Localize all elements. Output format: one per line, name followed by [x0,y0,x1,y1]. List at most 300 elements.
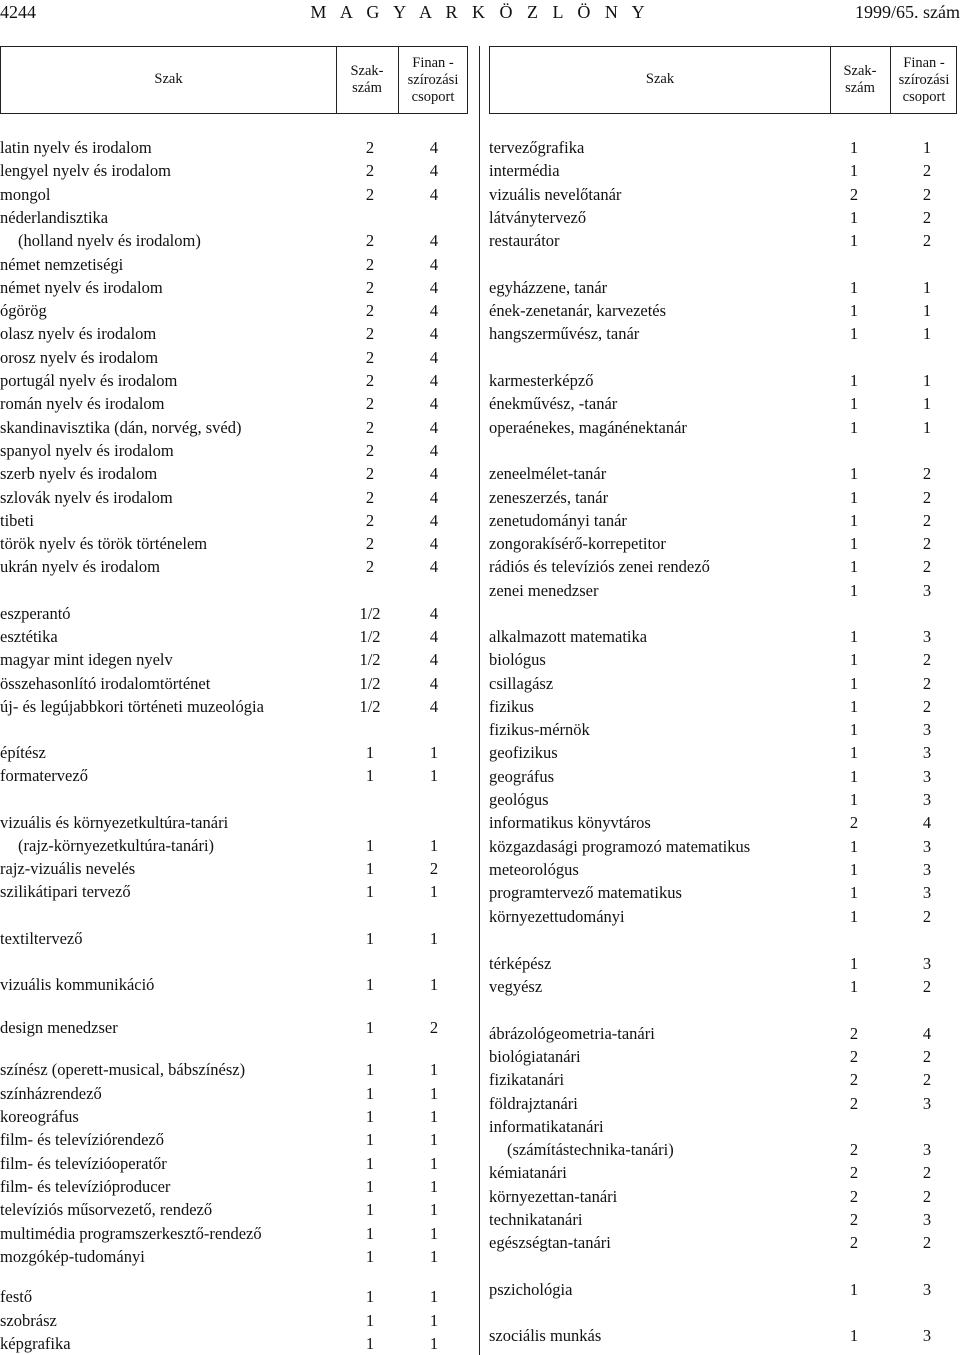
table-row [489,952,957,975]
szakszam-value: 1 [849,766,859,786]
finanszirozasi-csoport-value: 4 [429,231,439,251]
finanszirozasi-csoport-value: 4 [429,254,439,274]
szak-name: koreográfus [0,1107,79,1126]
table-row [489,741,957,764]
table-row [489,486,957,509]
szak-name: orosz nyelv és irodalom [0,347,159,367]
table-row [0,136,468,159]
finanszirozasi-csoport-value: 4 [429,673,439,693]
finanszirozasi-csoport-value: 2 [922,1233,932,1253]
table-row [489,1231,957,1254]
finanszirozasi-csoport-value: 1 [429,1083,439,1103]
szakszam-value: 1 [849,673,859,693]
finanszirozasi-csoport-value: 1 [922,371,932,390]
szak-name: film- és televíziórendező [0,1130,165,1150]
szakszam-value: 2 [365,347,375,367]
szakszam-value: 1/2 [359,650,381,670]
finanszirozasi-csoport-value: 4 [429,277,439,297]
szak-name: szlovák nyelv és irodalom [0,487,173,507]
szakszam-value: 1 [849,510,859,530]
szakszam-value: 2 [365,510,375,530]
szak-name: román nyelv és irodalom [0,394,165,414]
finanszirozasi-csoport-value: 3 [922,626,932,646]
finanszirozasi-csoport-value: 1 [429,1246,439,1266]
finanszirozasi-csoport-value: 1 [429,1153,439,1173]
finanszirozasi-csoport-value: 3 [922,1093,932,1113]
table-row [489,811,957,834]
szakszam-value: 1 [849,626,859,646]
finanszirozasi-csoport-value: 1 [922,277,932,297]
table-row [0,973,468,996]
table-row [0,206,468,229]
finanszirozasi-csoport-value: 3 [922,743,932,763]
szak-name: vizuális és környezetkultúra-tanári [0,812,229,832]
szak-name: zeneelmélet-tanár [489,464,607,484]
szakszam-value: 2 [365,417,375,437]
szak-name: énekművész, -tanár [489,394,618,414]
szakszam-value: 2 [365,301,375,321]
table-row [0,462,468,485]
left-column [0,46,468,1353]
table-row [0,1332,468,1355]
szakszam-value: 2 [365,277,375,297]
szak-name: rádiós és televíziós zenei rendező [489,557,710,577]
szak-name: latin nyelv és irodalom [0,138,152,157]
table-row [0,322,468,345]
finanszirozasi-csoport-value: 4 [429,371,439,390]
szak-name: zenei menedzser [489,580,599,600]
table-row [489,322,957,345]
table-row [489,1068,957,1091]
szakszam-value: 1 [849,557,859,577]
szak-name: multimédia programszerkesztő-rendező [0,1223,262,1243]
szak-name: film- és televízióoperatőr [0,1153,167,1173]
table-row [489,788,957,811]
szakszam-value: 2 [849,1046,859,1066]
table-row [489,905,957,928]
table-row [0,1058,468,1081]
finanszirozasi-csoport-value: 4 [429,301,439,321]
szakszam-value: 1 [365,1223,375,1243]
table-row [489,1092,957,1115]
szakszam-value: 1/2 [359,673,381,693]
finanszirozasi-csoport-value: 1 [922,324,932,344]
table-header [0,46,468,114]
szak-name: design menedzser [0,1017,118,1037]
table-row [489,532,957,555]
szakszam-value: 1 [365,1153,375,1173]
table-row [0,229,468,252]
finanszirozasi-csoport-value: 2 [922,696,932,716]
szakszam-value: 1 [849,906,859,926]
table-row [489,509,957,532]
finanszirozasi-csoport-value: 1 [429,1107,439,1126]
szakszam-value: 2 [849,184,859,204]
table-row [0,1245,468,1268]
szakszam-value: 2 [365,138,375,157]
szak-name: mozgókép-tudományi [0,1246,145,1266]
szak-name: ábrázológeometria-tanári [489,1023,655,1043]
szak-name: rajz-vizuális nevelés [0,859,136,879]
table-row [489,718,957,741]
szak-name: magyar mint idegen nyelv [0,650,173,670]
finanszirozasi-csoport-value: 1 [429,1310,439,1330]
szakszam-value: 1 [849,696,859,716]
finanszirozasi-csoport-value: 2 [922,1163,932,1183]
szakszam-value: 1 [849,301,859,321]
szak-name: informatikus könyvtáros [489,813,651,833]
szakszam-value: 1 [365,859,375,879]
szak-name: hangszerművész, tanár [489,324,640,344]
table-row [0,392,468,415]
szak-name: szociális munkás [489,1326,602,1346]
table-row [0,253,468,276]
finanszirozasi-csoport-value: 4 [429,534,439,554]
table-row [489,416,957,439]
szak-name: színházrendező [0,1083,102,1103]
szak-name: csillagász [489,673,554,693]
finanszirozasi-csoport-value: 1 [429,743,439,762]
szakszam-value: 1 [849,743,859,763]
page-number: 4244 [0,2,36,22]
szakszam-value: 1 [365,1130,375,1150]
szak-name: zeneszerzés, tanár [489,487,609,507]
finanszirozasi-csoport-value: 1 [429,1200,439,1220]
finanszirozasi-csoport-value: 4 [429,557,439,577]
szakszam-value: 1 [365,1310,375,1330]
szakszam-value: 1 [365,1083,375,1103]
table-row [0,1128,468,1151]
finanszirozasi-csoport-value: 3 [922,1326,932,1346]
szakszam-value: 2 [849,1210,859,1229]
szak-name: török nyelv és török történelem [0,534,208,554]
finanszirozasi-csoport-value: 4 [429,603,439,623]
szakszam-value: 2 [365,231,375,251]
table-row [0,764,468,787]
header-finanszirozasi-csoport: Finan - szírozási csoport [407,55,459,105]
szakszam-value: 1 [849,394,859,414]
szak-name: (holland nyelv és irodalom) [18,231,201,251]
table-row [0,276,468,299]
header-szakszam: Szak- szám [843,63,877,96]
finanszirozasi-csoport-value: 1 [429,766,439,786]
table-row [489,695,957,718]
table-row [489,1324,957,1347]
szak-name: (számítástechnika-tanári) [507,1140,674,1160]
szak-name: új- és legújabbkori történeti muzeológia [0,696,264,716]
running-head [0,0,960,28]
szakszam-value: 1 [365,1107,375,1126]
table-row [0,416,468,439]
finanszirozasi-csoport-value: 1 [429,1130,439,1150]
szakszam-value: 1 [849,277,859,297]
table-row [489,648,957,671]
szakszam-value: 1 [849,977,859,997]
finanszirozasi-csoport-value: 1 [429,1176,439,1196]
szak-name: olasz nyelv és irodalom [0,324,157,344]
szakszam-value: 1/2 [359,626,381,646]
szak-name: mongol [0,184,51,204]
szakszam-value: 1 [365,1246,375,1266]
szakszam-value: 2 [365,161,375,181]
szakszam-value: 1 [849,207,859,227]
szakszam-value: 1 [365,1017,375,1037]
szakszam-value: 2 [849,1140,859,1160]
table-row [489,1045,957,1068]
table-row [0,1175,468,1198]
szakszam-value: 2 [365,394,375,414]
table-row [489,1185,957,1208]
szakszam-value: 2 [365,324,375,344]
finanszirozasi-csoport-value: 3 [922,766,932,786]
szak-name: környezettudományi [489,906,625,926]
szakszam-value: 1 [849,1279,859,1299]
table-row [489,462,957,485]
szak-name: geológus [489,790,549,809]
table-row [0,695,468,718]
szakszam-value: 1 [365,882,375,902]
szak-name: összehasonlító irodalomtörténet [0,673,211,693]
finanszirozasi-csoport-value: 3 [922,580,932,600]
szakszam-value: 1 [365,1200,375,1220]
szak-name: formatervező [0,766,88,786]
szak-name: portugál nyelv és irodalom [0,371,178,390]
szak-name: esztétika [0,626,58,646]
szak-name: ukrán nyelv és irodalom [0,557,160,577]
szak-name: tervezőgrafika [489,138,585,157]
szak-name: lengyel nyelv és irodalom [0,161,171,181]
finanszirozasi-csoport-value: 2 [922,231,932,251]
szak-name: egészségtan-tanári [489,1233,611,1253]
szakszam-value: 1 [849,883,859,903]
table-row [0,299,468,322]
szakszam-value: 2 [365,440,375,460]
szakszam-value: 2 [849,1163,859,1183]
szak-name: ének-zenetanár, karvezetés [489,301,667,321]
table-row [489,299,957,322]
finanszirozasi-csoport-value: 2 [922,673,932,693]
finanszirozasi-csoport-value: 1 [429,1223,439,1243]
finanszirozasi-csoport-value: 4 [429,696,439,716]
finanszirozasi-csoport-value: 4 [429,161,439,181]
finanszirozasi-csoport-value: 2 [922,650,932,670]
finanszirozasi-csoport-value: 3 [922,720,932,740]
finanszirozasi-csoport-value: 1 [429,835,439,855]
szak-name: intermédia [489,161,560,181]
table-row [489,835,957,858]
szakszam-value: 2 [365,557,375,577]
table-row [0,183,468,206]
szakszam-value: 1 [849,371,859,390]
szak-name: képgrafika [0,1333,71,1353]
finanszirozasi-csoport-value: 3 [922,836,932,856]
szakszam-value: 2 [849,813,859,833]
szakszam-value: 2 [849,1186,859,1206]
szak-name: spanyol nyelv és irodalom [0,440,174,460]
szak-name: zongorakísérő-korrepetitor [489,534,666,554]
table-row [489,1022,957,1045]
szak-name: vizuális nevelőtanár [489,184,622,204]
header-finanszirozasi-csoport: Finan - szírozási csoport [898,55,950,105]
szakszam-value: 1 [849,954,859,974]
szak-name: televíziós műsorvezető, rendező [0,1200,213,1220]
szak-name: karmesterképző [489,371,594,390]
finanszirozasi-csoport-value: 4 [429,417,439,437]
szakszam-value: 2 [365,534,375,554]
szakszam-value: 1 [365,928,375,948]
szakszam-value: 1 [365,835,375,855]
szak-name: biológus [489,650,546,670]
table-row [489,136,957,159]
finanszirozasi-csoport-value: 3 [922,1210,932,1229]
szakszam-value: 2 [365,184,375,204]
szak-name: szobrász [0,1310,57,1330]
szakszam-value: 2 [365,464,375,484]
szakszam-value: 1 [849,231,859,251]
table-row [489,392,957,415]
finanszirozasi-csoport-value: 1 [922,138,932,157]
table-row [0,486,468,509]
table-row [0,927,468,950]
table-row [489,1138,957,1161]
szak-name: geofizikus [489,743,558,763]
szakszam-value: 1 [849,650,859,670]
table-row [0,648,468,671]
szakszam-value: 1 [365,974,375,994]
table-row [0,880,468,903]
szak-name: operaénekes, magánénektanár [489,417,687,437]
szak-name: tibeti [0,510,34,530]
szak-name: színész (operett-musical, bábszínész) [0,1060,246,1080]
header-szakszam: Szak- szám [350,63,384,96]
szakszam-value: 1 [365,1287,375,1307]
szak-name: vegyész [489,977,543,997]
finanszirozasi-csoport-value: 4 [429,510,439,530]
table-row [489,1278,957,1301]
table-row [0,1152,468,1175]
szakszam-value: 1 [849,534,859,554]
column-separator [479,46,480,1355]
table-row [489,881,957,904]
szak-name: meteorológus [489,859,579,879]
table-row [0,439,468,462]
szakszam-value: 2 [365,371,375,390]
szakszam-value: 1 [365,1333,375,1353]
szakszam-value: 1 [849,1326,859,1346]
table-header [489,46,957,114]
table-row [489,229,957,252]
szak-name: (rajz-környezetkultúra-tanári) [18,835,215,855]
szak-name: néderlandisztika [0,207,109,227]
table-row [0,1309,468,1332]
table-row [0,834,468,857]
table-row [0,811,468,834]
finanszirozasi-csoport-value: 4 [429,347,439,367]
finanszirozasi-csoport-value: 4 [429,464,439,484]
table-row [489,625,957,648]
finanszirozasi-csoport-value: 4 [429,440,439,460]
table-row [489,975,957,998]
szakszam-value: 1 [849,324,859,344]
finanszirozasi-csoport-value: 2 [922,1186,932,1206]
table-row [489,159,957,182]
table-row [489,1208,957,1231]
table-row [0,1198,468,1221]
szakszam-value: 1 [849,836,859,856]
header-szak: Szak [645,71,675,87]
finanszirozasi-csoport-value: 2 [922,207,932,227]
table-row [0,741,468,764]
szak-name: német nemzetiségi [0,254,124,274]
table-row [0,625,468,648]
szak-name: kémiatanári [489,1163,567,1183]
finanszirozasi-csoport-value: 3 [922,790,932,809]
finanszirozasi-csoport-value: 1 [922,301,932,321]
szak-name: alkalmazott matematika [489,626,648,646]
finanszirozasi-csoport-value: 1 [429,882,439,902]
table-row [0,1285,468,1308]
table-row [489,555,957,578]
szak-name: textiltervező [0,928,83,948]
journal-title: M A G Y A R K Ö Z L Ö N Y [310,2,650,22]
right-column [489,46,957,1346]
finanszirozasi-csoport-value: 4 [429,626,439,646]
table-row [0,857,468,880]
szakszam-value: 2 [849,1023,859,1043]
szakszam-value: 1/2 [359,603,381,623]
finanszirozasi-csoport-value: 1 [922,394,932,414]
szak-name: földrajztanári [489,1093,578,1113]
szak-name: film- és televízióproducer [0,1176,171,1196]
szak-name: építész [0,743,46,762]
finanszirozasi-csoport-value: 4 [922,1023,932,1043]
szakszam-value: 1 [849,487,859,507]
szakszam-value: 2 [849,1093,859,1113]
issue-number: 1999/65. szám [855,2,960,22]
finanszirozasi-csoport-value: 2 [922,557,932,577]
szakszam-value: 1 [849,417,859,437]
szak-name: térképész [489,954,552,974]
szakszam-value: 1 [849,464,859,484]
table-row [489,276,957,299]
table-row [0,1016,468,1039]
szak-name: szerb nyelv és irodalom [0,464,158,484]
finanszirozasi-csoport-value: 4 [429,487,439,507]
szakszam-value: 1 [849,161,859,181]
finanszirozasi-csoport-value: 2 [429,1017,439,1037]
table-row [0,346,468,369]
szakszam-value: 1 [365,1060,375,1080]
finanszirozasi-csoport-value: 2 [922,534,932,554]
finanszirozasi-csoport-value: 3 [922,883,932,903]
table-row [489,579,957,602]
szak-name: ógörög [0,301,47,321]
table-row [489,1161,957,1184]
szakszam-value: 2 [365,487,375,507]
table-row [0,1105,468,1128]
table-row [489,369,957,392]
szakszam-value: 1 [849,790,859,809]
szak-name: fizikus-mérnök [489,720,590,740]
szakszam-value: 1 [365,743,375,762]
finanszirozasi-csoport-value: 1 [922,417,932,437]
szakszam-value: 1 [365,1176,375,1196]
szakszam-value: 1/2 [359,696,381,716]
finanszirozasi-csoport-value: 4 [429,324,439,344]
szak-name: fizikus [489,696,534,716]
table-row [489,1115,957,1138]
szak-name: technikatanári [489,1210,583,1229]
